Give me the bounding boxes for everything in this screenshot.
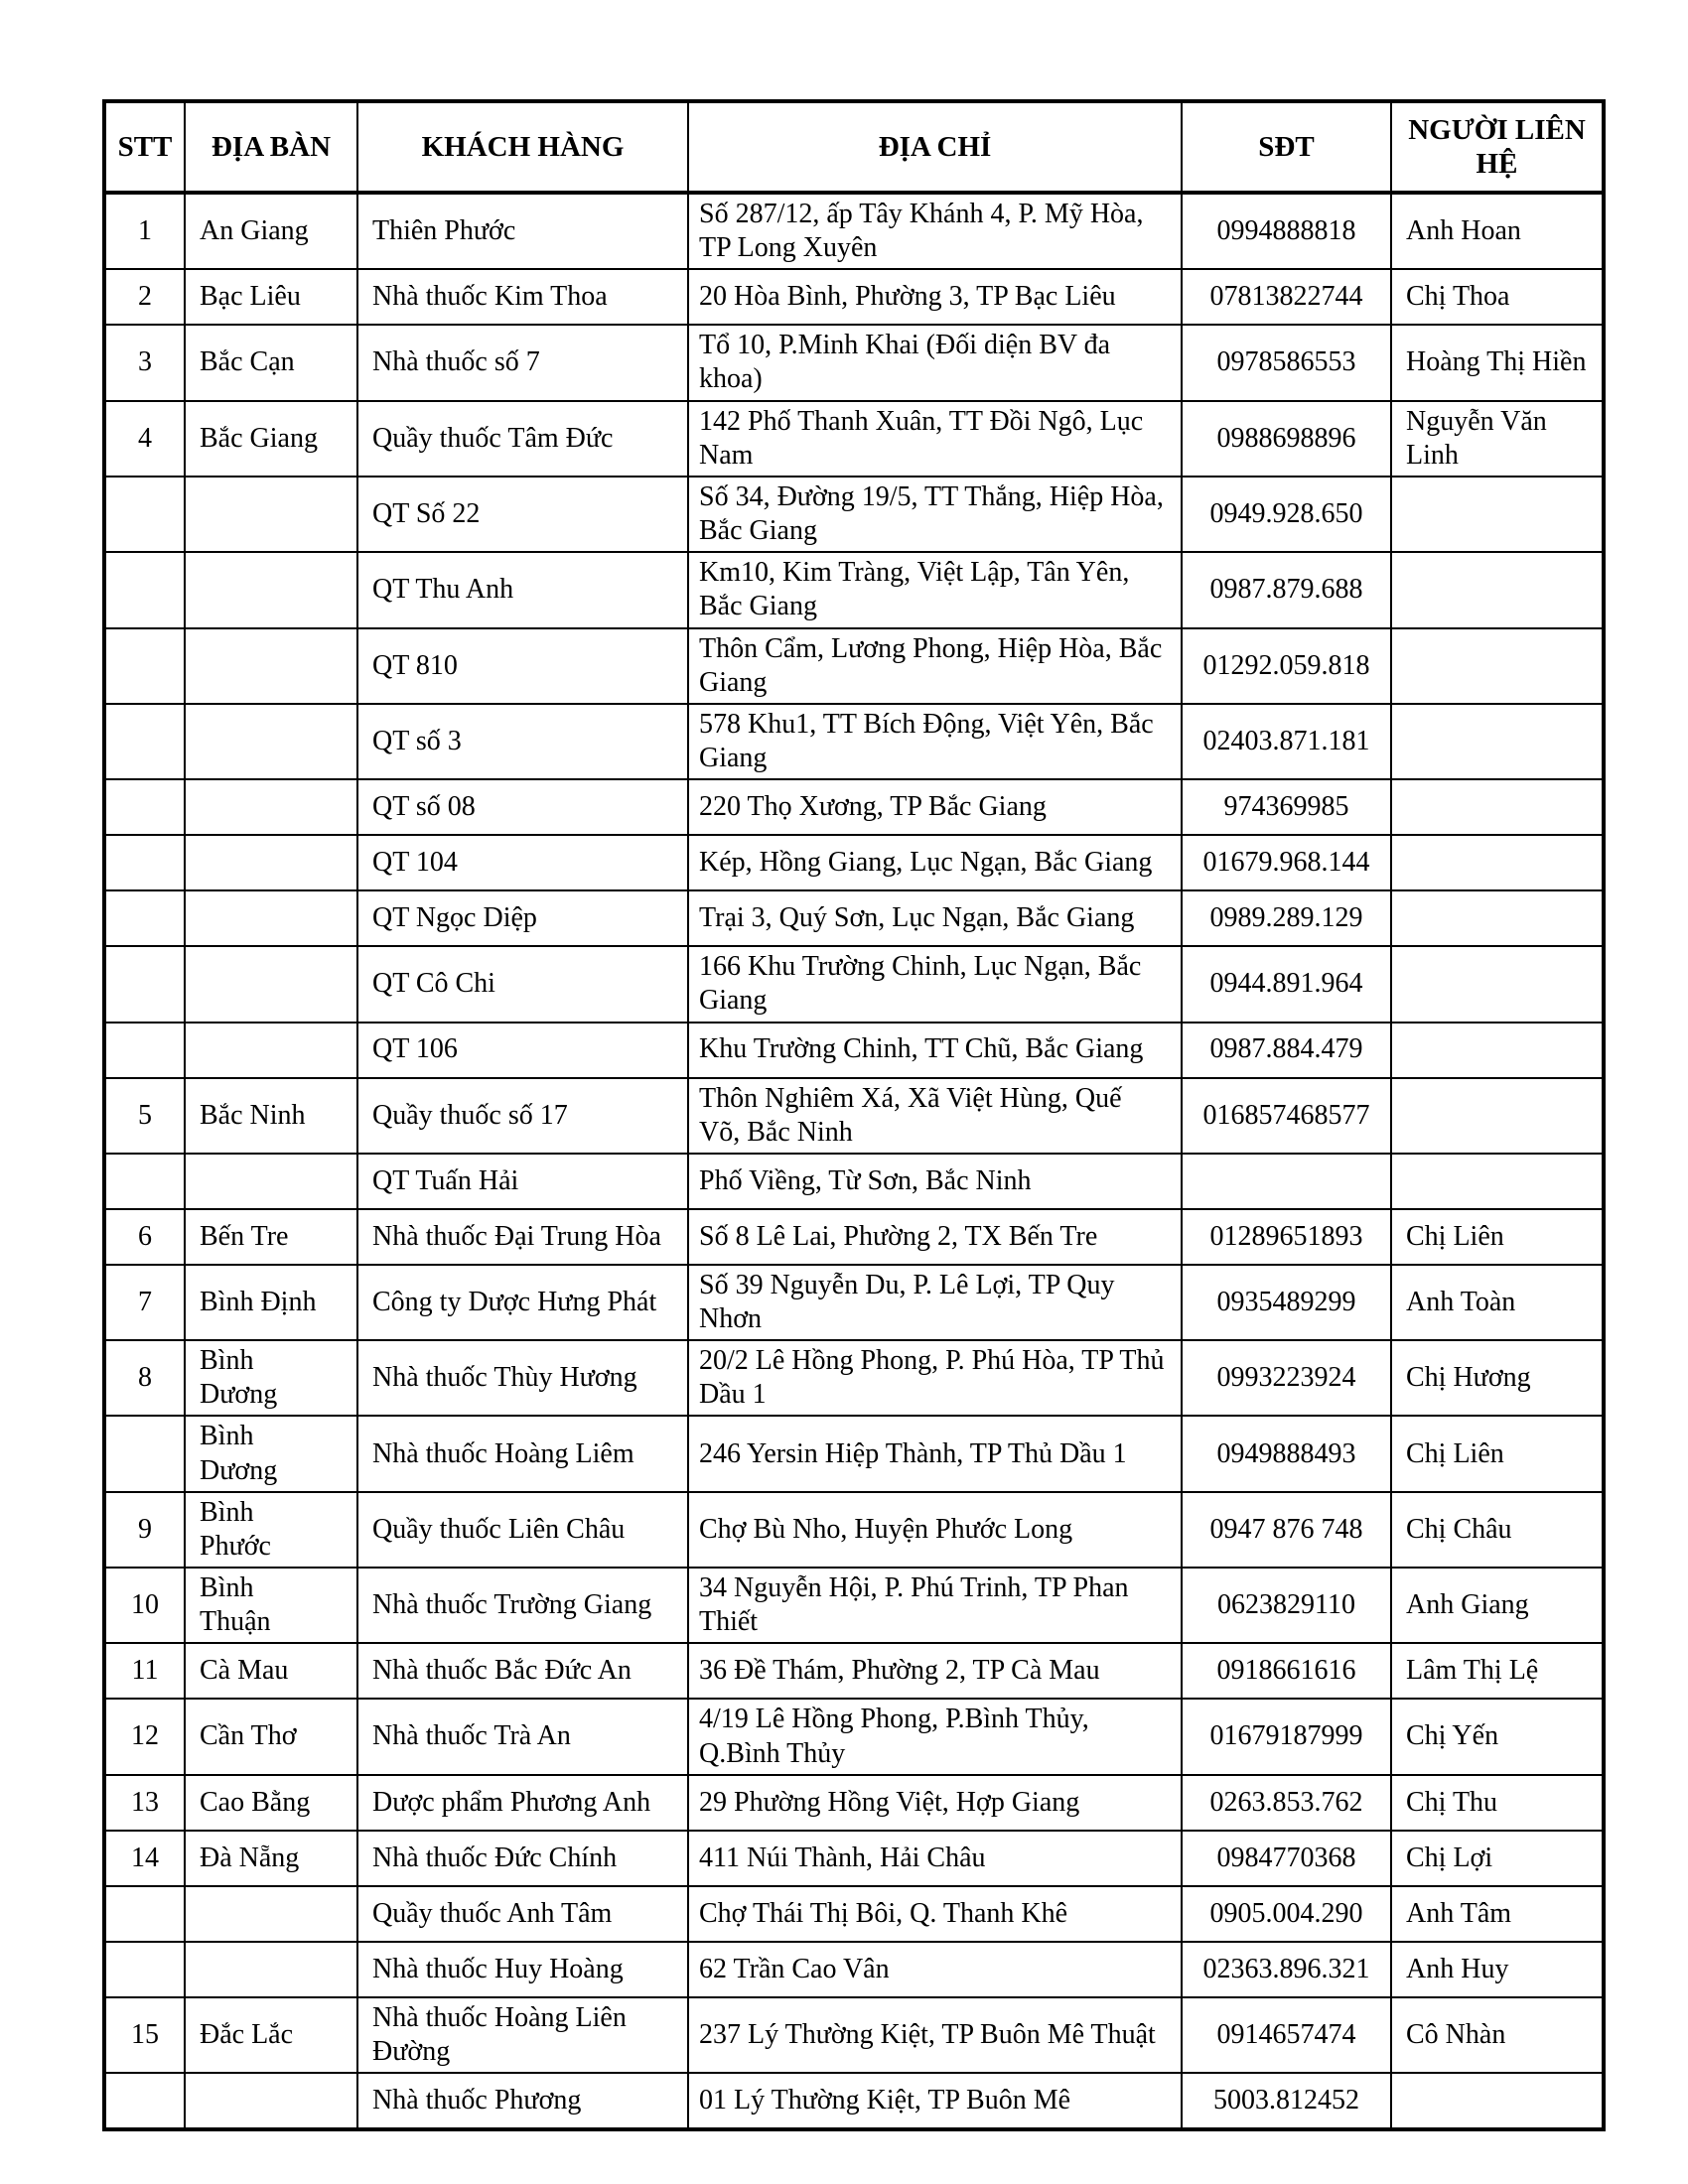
cell-phone: 01679187999 [1182, 1699, 1391, 1774]
cell-phone: 01679.968.144 [1182, 835, 1391, 890]
cell-customer: QT Cô Chi [357, 946, 688, 1022]
cell-contact: Chị Liên [1391, 1416, 1604, 1491]
cell-phone: 0984770368 [1182, 1831, 1391, 1886]
cell-contact: Anh Toàn [1391, 1265, 1604, 1340]
cell-region: Bình Định [185, 1265, 357, 1340]
table-row [104, 477, 1604, 552]
cell-stt [104, 1942, 185, 1997]
cell-customer: Nhà thuốc Kim Thoa [357, 269, 688, 325]
cell-customer: QT Số 22 [357, 477, 688, 552]
cell-region [185, 1154, 357, 1209]
cell-phone [1182, 1154, 1391, 1209]
cell-stt: 13 [104, 1775, 185, 1831]
cell-contact: Chị Thu [1391, 1775, 1604, 1831]
table-row [104, 890, 1604, 946]
cell-phone: 0914657474 [1182, 1997, 1391, 2073]
cell-customer: Quầy thuốc Tâm Đức [357, 401, 688, 477]
cell-stt: 3 [104, 325, 185, 400]
cell-address: Trại 3, Quý Sơn, Lục Ngạn, Bắc Giang [688, 890, 1182, 946]
cell-customer: Nhà thuốc Đại Trung Hòa [357, 1209, 688, 1265]
cell-customer: Nhà thuốc số 7 [357, 325, 688, 400]
cell-contact: Lâm Thị Lệ [1391, 1643, 1604, 1699]
table-row [104, 946, 1604, 1022]
table-row [104, 704, 1604, 779]
cell-region: Bình Thuận [185, 1568, 357, 1643]
cell-contact: Chị Liên [1391, 1209, 1604, 1265]
cell-address: Tổ 10, P.Minh Khai (Đối diện BV đa khoa) [688, 325, 1182, 400]
cell-stt [104, 628, 185, 704]
cell-address: 4/19 Lê Hồng Phong, P.Bình Thủy, Q.Bình Thủy [688, 1699, 1182, 1774]
table-row [104, 628, 1604, 704]
cell-phone: 02363.896.321 [1182, 1942, 1391, 1997]
cell-stt: 7 [104, 1265, 185, 1340]
cell-customer: QT Ngọc Diệp [357, 890, 688, 946]
cell-customer: Nhà thuốc Bắc Đức An [357, 1643, 688, 1699]
table-row [104, 1831, 1604, 1886]
cell-contact [1391, 1023, 1604, 1078]
cell-stt: 10 [104, 1568, 185, 1643]
table-row [104, 1942, 1604, 1997]
cell-region: Đắc Lắc [185, 1997, 357, 2073]
cell-phone: 0988698896 [1182, 401, 1391, 477]
cell-region: Đà Nẵng [185, 1831, 357, 1886]
cell-address: Số 39 Nguyễn Du, P. Lê Lợi, TP Quy Nhơn [688, 1265, 1182, 1340]
cell-stt: 5 [104, 1078, 185, 1154]
table-row [104, 2073, 1604, 2129]
table-row [104, 1416, 1604, 1491]
cell-region [185, 1942, 357, 1997]
cell-stt: 9 [104, 1492, 185, 1568]
cell-region: Bắc Ninh [185, 1078, 357, 1154]
cell-contact [1391, 552, 1604, 627]
cell-address: 20/2 Lê Hồng Phong, P. Phú Hòa, TP Thủ Dầu 1 [688, 1340, 1182, 1416]
cell-address: 62 Trần Cao Vân [688, 1942, 1182, 1997]
cell-stt [104, 1416, 185, 1491]
table-row [104, 269, 1604, 325]
table-row [104, 1775, 1604, 1831]
cell-region: Bắc Cạn [185, 325, 357, 400]
cell-address: Số 34, Đường 19/5, TT Thắng, Hiệp Hòa, Bắc Giang [688, 477, 1182, 552]
cell-customer: QT 810 [357, 628, 688, 704]
cell-address: Km10, Kim Tràng, Việt Lập, Tân Yên, Bắc Giang [688, 552, 1182, 627]
cell-phone: 0989.289.129 [1182, 890, 1391, 946]
table-row [104, 1023, 1604, 1078]
cell-phone: 0947 876 748 [1182, 1492, 1391, 1568]
cell-contact: Anh Giang [1391, 1568, 1604, 1643]
cell-customer: QT số 3 [357, 704, 688, 779]
cell-phone: 974369985 [1182, 779, 1391, 835]
column-header-address: ĐỊA CHỈ [688, 101, 1182, 193]
cell-region: Bắc Giang [185, 401, 357, 477]
cell-contact: Chị Thoa [1391, 269, 1604, 325]
cell-region [185, 477, 357, 552]
cell-phone: 07813822744 [1182, 269, 1391, 325]
cell-customer: Nhà thuốc Hoàng Liên Đường [357, 1997, 688, 2073]
cell-customer: Nhà thuốc Trường Giang [357, 1568, 688, 1643]
cell-address: Thôn Nghiêm Xá, Xã Việt Hùng, Quế Võ, Bắc Ninh [688, 1078, 1182, 1154]
column-header-region: ĐỊA BÀN [185, 101, 357, 193]
cell-contact [1391, 628, 1604, 704]
cell-stt [104, 2073, 185, 2129]
cell-contact [1391, 477, 1604, 552]
cell-contact: Hoàng Thị Hiền [1391, 325, 1604, 400]
cell-stt [104, 946, 185, 1022]
cell-customer: Quầy thuốc số 17 [357, 1078, 688, 1154]
cell-customer: Nhà thuốc Hoàng Liêm [357, 1416, 688, 1491]
cell-region [185, 946, 357, 1022]
cell-region [185, 2073, 357, 2129]
cell-stt [104, 1023, 185, 1078]
cell-contact: Cô Nhàn [1391, 1997, 1604, 2073]
cell-stt: 1 [104, 193, 185, 269]
table-row [104, 1997, 1604, 2073]
cell-region [185, 1023, 357, 1078]
cell-stt [104, 1886, 185, 1942]
cell-contact [1391, 704, 1604, 779]
cell-customer: QT 106 [357, 1023, 688, 1078]
cell-stt [104, 704, 185, 779]
cell-phone: 01292.059.818 [1182, 628, 1391, 704]
table-row [104, 193, 1604, 269]
cell-address: 411 Núi Thành, Hải Châu [688, 1831, 1182, 1886]
cell-phone: 0949.928.650 [1182, 477, 1391, 552]
cell-stt: 2 [104, 269, 185, 325]
cell-stt: 12 [104, 1699, 185, 1774]
cell-region [185, 835, 357, 890]
cell-address: 166 Khu Trường Chinh, Lục Ngạn, Bắc Giang [688, 946, 1182, 1022]
column-header-contact: NGƯỜI LIÊN HỆ [1391, 101, 1604, 193]
cell-phone: 0978586553 [1182, 325, 1391, 400]
cell-phone: 0987.879.688 [1182, 552, 1391, 627]
cell-address: Khu Trường Chinh, TT Chũ, Bắc Giang [688, 1023, 1182, 1078]
cell-stt [104, 552, 185, 627]
cell-stt [104, 1154, 185, 1209]
cell-phone: 02403.871.181 [1182, 704, 1391, 779]
cell-contact [1391, 946, 1604, 1022]
table-row [104, 1154, 1604, 1209]
cell-address: Số 287/12, ấp Tây Khánh 4, P. Mỹ Hòa, TP Long Xuyên [688, 193, 1182, 269]
cell-customer: Thiên Phước [357, 193, 688, 269]
table-row [104, 1078, 1604, 1154]
cell-region: Cao Bằng [185, 1775, 357, 1831]
cell-region [185, 779, 357, 835]
cell-address: 246 Yersin Hiệp Thành, TP Thủ Dầu 1 [688, 1416, 1182, 1491]
cell-address: 36 Đề Thám, Phường 2, TP Cà Mau [688, 1643, 1182, 1699]
cell-stt [104, 835, 185, 890]
cell-region [185, 552, 357, 627]
table-row [104, 1643, 1604, 1699]
cell-customer: Quầy thuốc Anh Tâm [357, 1886, 688, 1942]
column-header-stt: STT [104, 101, 185, 193]
cell-phone: 0935489299 [1182, 1265, 1391, 1340]
table-row [104, 325, 1604, 400]
cell-contact [1391, 1154, 1604, 1209]
cell-customer: Nhà thuốc Phương [357, 2073, 688, 2129]
cell-address: 578 Khu1, TT Bích Động, Việt Yên, Bắc Giang [688, 704, 1182, 779]
table-row [104, 401, 1604, 477]
cell-contact: Anh Hoan [1391, 193, 1604, 269]
cell-address: Số 8 Lê Lai, Phường 2, TX Bến Tre [688, 1209, 1182, 1265]
table-row [104, 552, 1604, 627]
cell-stt: 4 [104, 401, 185, 477]
column-header-customer: KHÁCH HÀNG [357, 101, 688, 193]
cell-contact [1391, 779, 1604, 835]
cell-contact: Chị Hương [1391, 1340, 1604, 1416]
cell-customer: Nhà thuốc Đức Chính [357, 1831, 688, 1886]
cell-phone: 0918661616 [1182, 1643, 1391, 1699]
cell-phone: 0994888818 [1182, 193, 1391, 269]
cell-phone: 5003.812452 [1182, 2073, 1391, 2129]
cell-stt [104, 890, 185, 946]
cell-region [185, 628, 357, 704]
cell-customer: QT Thu Anh [357, 552, 688, 627]
table-row [104, 1568, 1604, 1643]
cell-customer: Công ty Dược Hưng Phát [357, 1265, 688, 1340]
cell-contact [1391, 1078, 1604, 1154]
cell-stt: 6 [104, 1209, 185, 1265]
cell-stt: 14 [104, 1831, 185, 1886]
cell-contact [1391, 835, 1604, 890]
cell-address: 20 Hòa Bình, Phường 3, TP Bạc Liêu [688, 269, 1182, 325]
cell-region: Bình Dương [185, 1340, 357, 1416]
cell-phone: 0944.891.964 [1182, 946, 1391, 1022]
cell-contact: Chị Lợi [1391, 1831, 1604, 1886]
cell-region: Bình Phước [185, 1492, 357, 1568]
table-row [104, 1492, 1604, 1568]
cell-region: An Giang [185, 193, 357, 269]
cell-stt [104, 477, 185, 552]
cell-region [185, 1886, 357, 1942]
cell-address: 142 Phố Thanh Xuân, TT Đồi Ngô, Lục Nam [688, 401, 1182, 477]
cell-phone: 0949888493 [1182, 1416, 1391, 1491]
cell-address: Phố Viềng, Từ Sơn, Bắc Ninh [688, 1154, 1182, 1209]
cell-phone: 0263.853.762 [1182, 1775, 1391, 1831]
cell-address: 237 Lý Thường Kiệt, TP Buôn Mê Thuật [688, 1997, 1182, 2073]
cell-customer: Quầy thuốc Liên Châu [357, 1492, 688, 1568]
cell-address: Chợ Thái Thị Bôi, Q. Thanh Khê [688, 1886, 1182, 1942]
cell-customer: Nhà thuốc Trà An [357, 1699, 688, 1774]
cell-customer: Nhà thuốc Huy Hoàng [357, 1942, 688, 1997]
cell-contact: Chị Châu [1391, 1492, 1604, 1568]
table-row [104, 835, 1604, 890]
cell-address: Kép, Hồng Giang, Lục Ngạn, Bắc Giang [688, 835, 1182, 890]
cell-region: Bạc Liêu [185, 269, 357, 325]
cell-address: 29 Phường Hồng Việt, Hợp Giang [688, 1775, 1182, 1831]
cell-customer: Nhà thuốc Thùy Hương [357, 1340, 688, 1416]
cell-address: Chợ Bù Nho, Huyện Phước Long [688, 1492, 1182, 1568]
cell-customer: QT số 08 [357, 779, 688, 835]
cell-contact: Chị Yến [1391, 1699, 1604, 1774]
cell-contact [1391, 890, 1604, 946]
cell-phone: 016857468577 [1182, 1078, 1391, 1154]
cell-region: Cần Thơ [185, 1699, 357, 1774]
cell-customer: QT 104 [357, 835, 688, 890]
cell-region: Cà Mau [185, 1643, 357, 1699]
cell-contact: Anh Huy [1391, 1942, 1604, 1997]
table-row [104, 1209, 1604, 1265]
cell-phone: 0623829110 [1182, 1568, 1391, 1643]
cell-contact [1391, 2073, 1604, 2129]
cell-customer: Dược phẩm Phương Anh [357, 1775, 688, 1831]
cell-region [185, 704, 357, 779]
cell-region: Bến Tre [185, 1209, 357, 1265]
cell-stt [104, 779, 185, 835]
table-header-row [104, 101, 1604, 193]
cell-contact: Nguyễn Văn Linh [1391, 401, 1604, 477]
table-row [104, 1886, 1604, 1942]
table-row [104, 779, 1604, 835]
cell-region [185, 890, 357, 946]
table-row [104, 1340, 1604, 1416]
cell-address: 220 Thọ Xương, TP Bắc Giang [688, 779, 1182, 835]
cell-stt: 8 [104, 1340, 185, 1416]
column-header-phone: SĐT [1182, 101, 1391, 193]
cell-address: 34 Nguyễn Hội, P. Phú Trinh, TP Phan Thiết [688, 1568, 1182, 1643]
cell-phone: 0987.884.479 [1182, 1023, 1391, 1078]
table-row [104, 1265, 1604, 1340]
cell-customer: QT Tuấn Hải [357, 1154, 688, 1209]
cell-address: 01 Lý Thường Kiệt, TP Buôn Mê [688, 2073, 1182, 2129]
cell-region: Bình Dương [185, 1416, 357, 1491]
cell-address: Thôn Cẩm, Lương Phong, Hiệp Hòa, Bắc Giang [688, 628, 1182, 704]
cell-contact: Anh Tâm [1391, 1886, 1604, 1942]
cell-phone: 0905.004.290 [1182, 1886, 1391, 1942]
cell-stt: 15 [104, 1997, 185, 2073]
cell-stt: 11 [104, 1643, 185, 1699]
table-row [104, 1699, 1604, 1774]
cell-phone: 01289651893 [1182, 1209, 1391, 1265]
cell-phone: 0993223924 [1182, 1340, 1391, 1416]
contact-table [102, 99, 1606, 2131]
